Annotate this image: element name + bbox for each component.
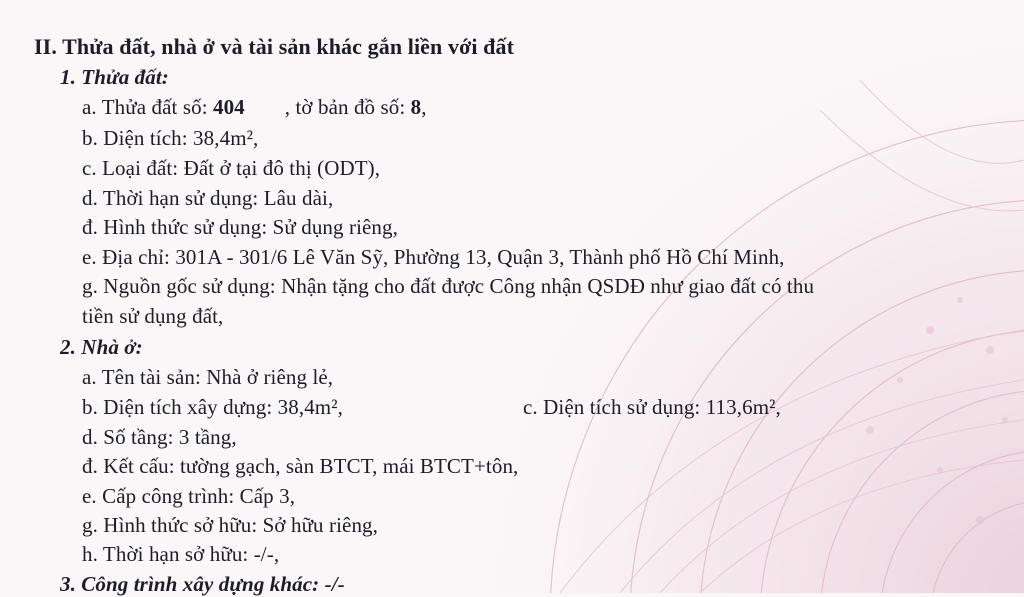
house-floors: d. Số tầng: 3 tầng, (82, 425, 237, 449)
house-heading: 2. Nhà ở: (60, 335, 143, 359)
parcel-number: 404 (212, 95, 245, 119)
other-construction-heading: 3. Công trình xây dựng khác: -/- (60, 572, 345, 596)
land-origin-line-2: tiền sử dụng đất, (82, 304, 224, 328)
house-grade: e. Cấp công trình: Cấp 3, (82, 484, 296, 508)
house-structure: đ. Kết cấu: tường gạch, sàn BTCT, mái BTCT+tôn, (82, 454, 519, 478)
land-use-form: đ. Hình thức sử dụng: Sử dụng riêng, (82, 215, 398, 239)
map-label: , tờ bản đồ số: (284, 95, 411, 119)
land-parcel-line (82, 94, 427, 120)
map-number: 8 (410, 95, 422, 119)
land-heading: 1. Thửa đất: (60, 65, 169, 89)
parcel-label: a. Thửa đất số: (82, 95, 213, 119)
land-use-term: d. Thời hạn sử dụng: Lâu dài, (82, 186, 334, 210)
section-title: II. Thửa đất, nhà ở và tài sản khác gắn liền với đất (34, 34, 515, 59)
land-area: b. Diện tích: 38,4m², (82, 126, 259, 150)
land-origin-line-1: g. Nguồn gốc sử dụng: Nhận tặng cho đất được Công nhận QSDĐ như giao đất có thu (82, 274, 815, 298)
house-ownership: g. Hình thức sở hữu: Sở hữu riêng, (82, 513, 378, 537)
house-built-area: b. Diện tích xây dựng: 38,4m², (82, 395, 343, 419)
land-address: e. Địa chỉ: 301A - 301/6 Lê Văn Sỹ, Phường 13, Quận 3, Thành phố Hồ Chí Minh, (82, 245, 785, 269)
map-suffix: , (421, 95, 427, 119)
house-floor-area: c. Diện tích sử dụng: 113,6m², (523, 395, 781, 419)
house-ownership-term: h. Thời hạn sở hữu: -/-, (82, 542, 280, 566)
land-type: c. Loại đất: Đất ở tại đô thị (ODT), (82, 156, 381, 180)
house-asset-name: a. Tên tài sản: Nhà ở riêng lẻ, (82, 365, 334, 389)
